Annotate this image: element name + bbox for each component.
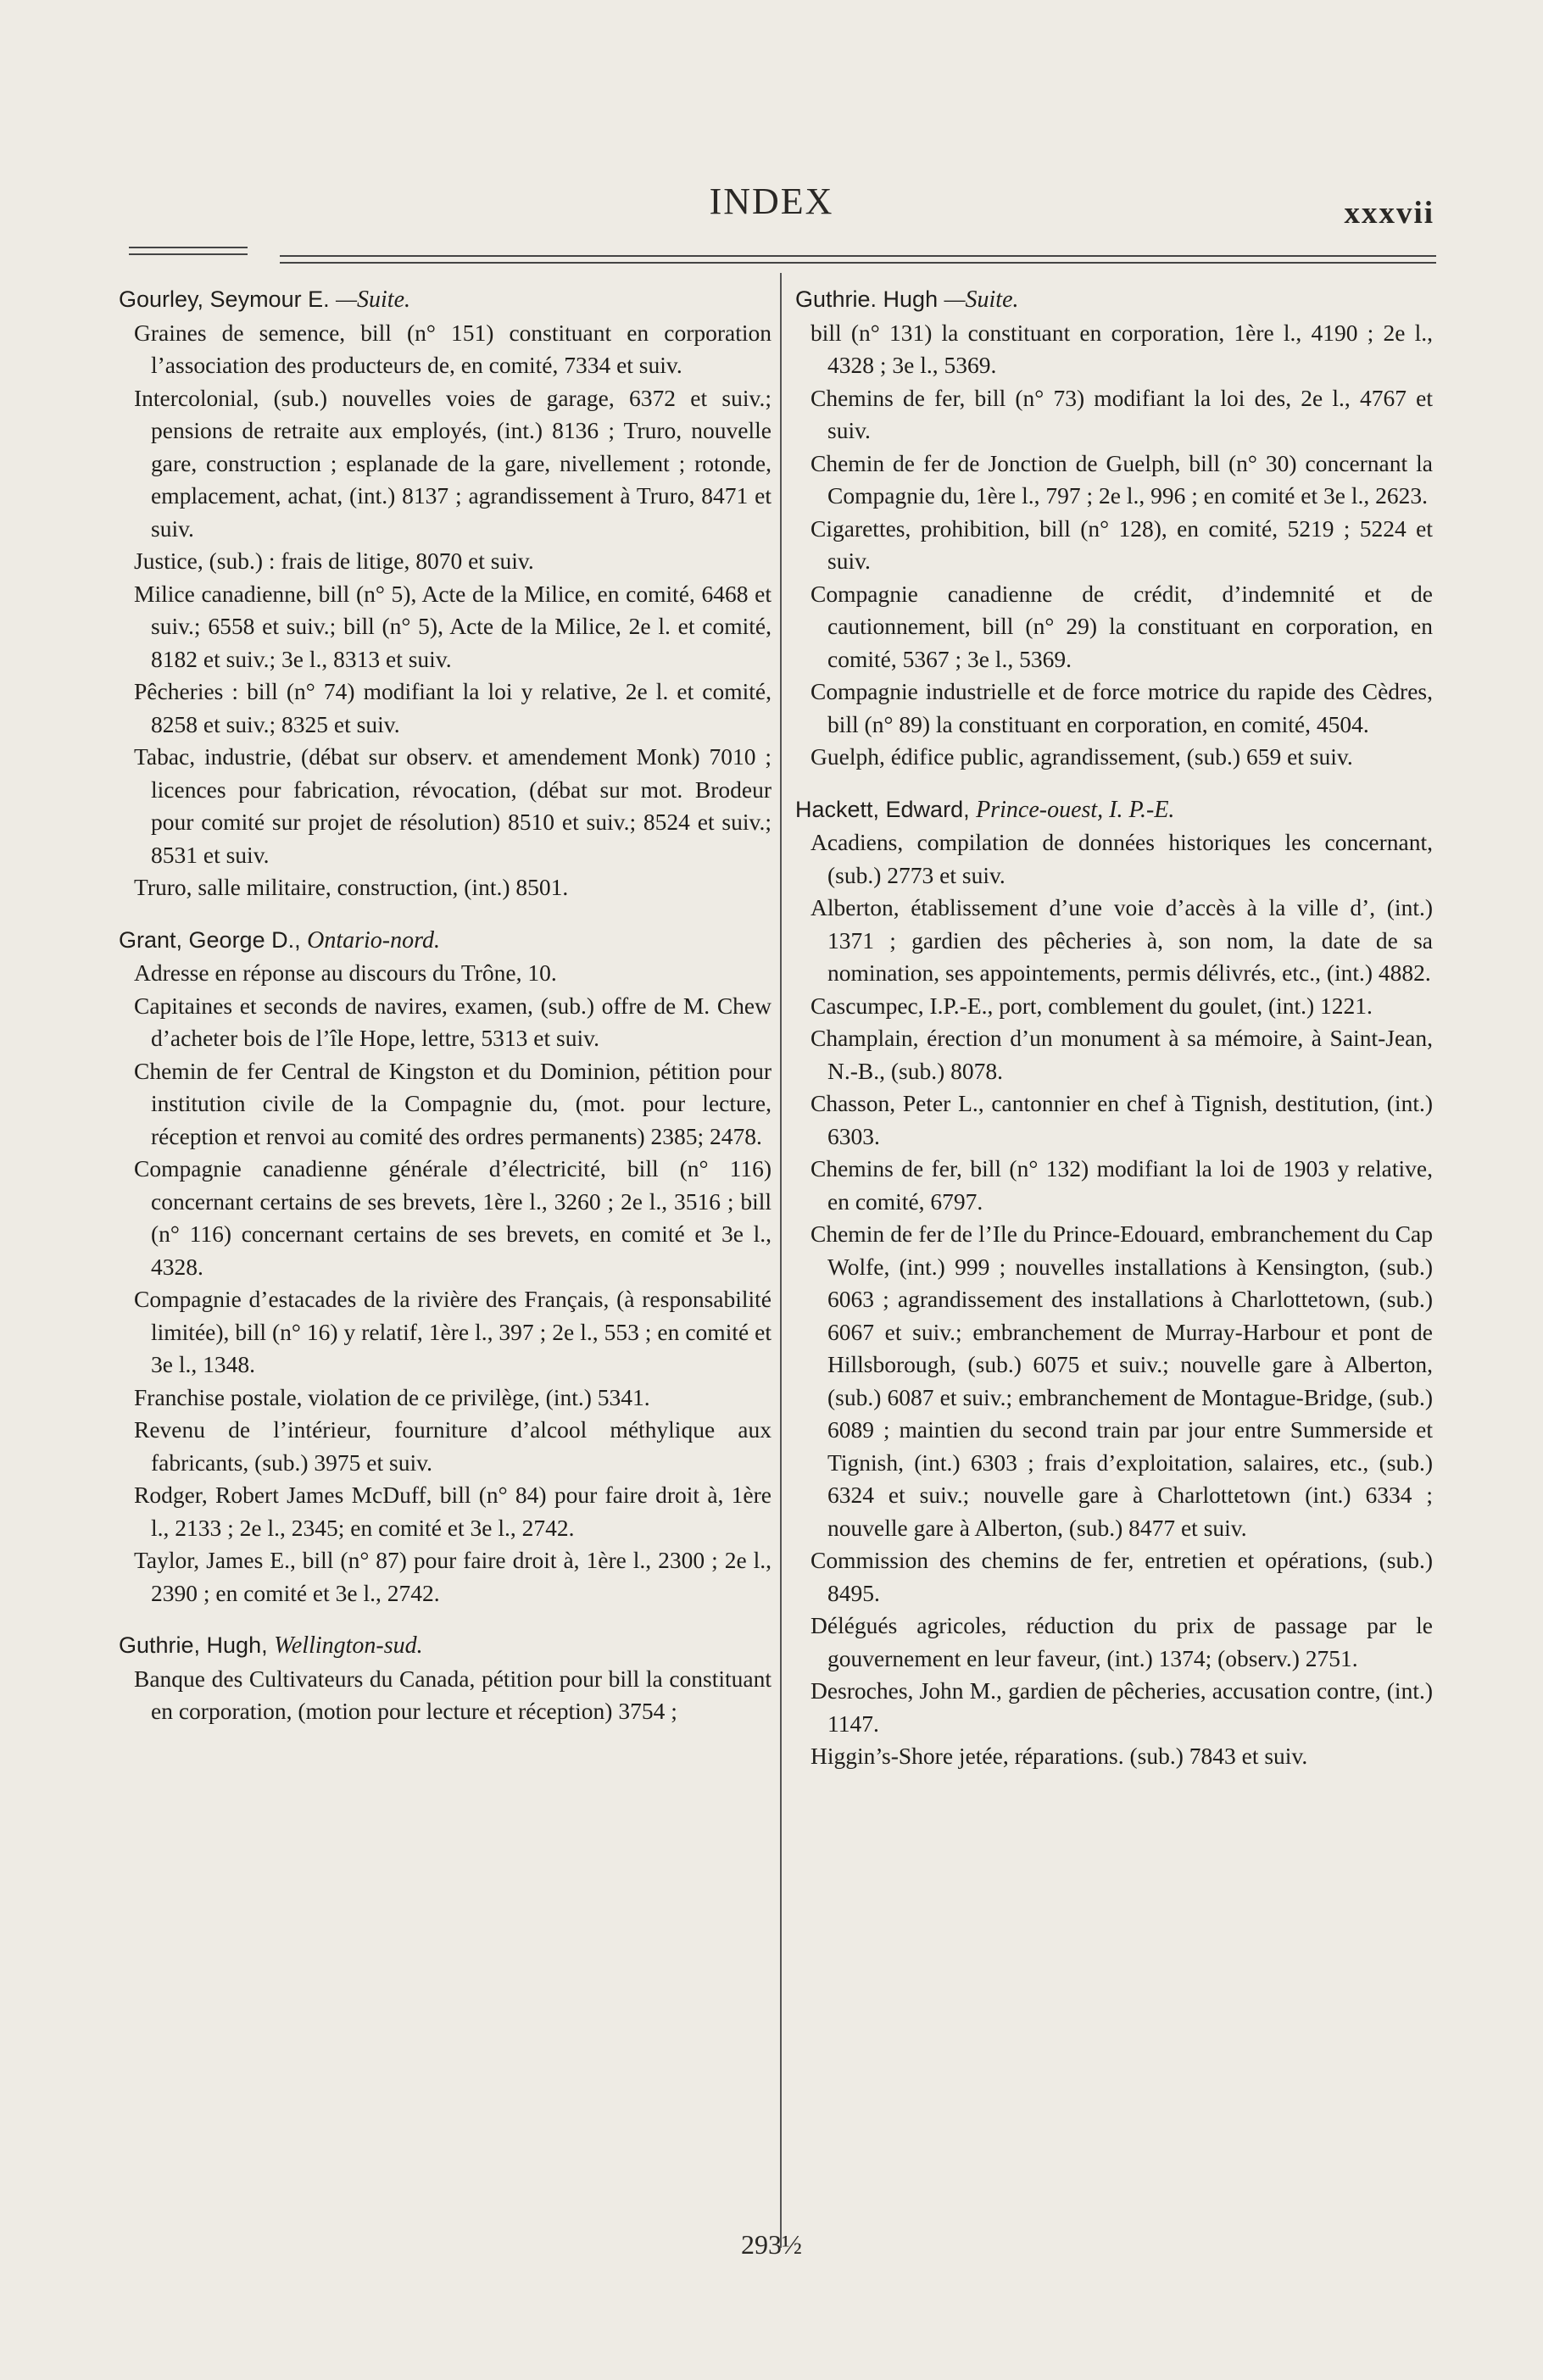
entry-item: Compagnie d’estacades de la rivière des Français, (à responsabilité limitée), bill (n° 16) y relatif, 1ère l., 397 ; 2e l., 553 ; en comité et 3e l., 1348. [134,1286,772,1377]
entry-item: Banque des Cultivateurs du Canada, pétition pour bill la constituant en corporation, (motion pour lecture et réception) 3754 ; [134,1665,772,1724]
index-entry [119,924,772,1610]
entry-name: Gourley, Seymour E. [119,286,330,312]
left-column [119,283,772,1728]
entry-subtitle: —Suite. [336,286,410,313]
entry-item: Compagnie industrielle et de force motrice du rapide des Cèdres, bill (n° 89) la constituant en corporation, en comité, 4504. [810,678,1433,737]
entry-item: Truro, salle militaire, construction, (int.) 8501. [134,874,569,900]
entry-item: Intercolonial, (sub.) nouvelles voies de garage, 6372 et suiv.; pensions de retraite aux employés, (int.) 8136 ; Truro, nouvelle gare, construction ; esplanade de la gare, nivellement ; rotonde, emplacement, achat, (int.) 8137 ; agrandissement à Truro, 8471 et suiv. [134,384,772,542]
entry-name: Hackett, Edward, [795,796,970,822]
entry-item: Compagnie canadienne générale d’électricité, bill (n° 116) concernant certains de ses brevets, 1ère l., 3260 ; 2e l., 3516 ; bill (n° 116) concernant certains de ses brevets, en comité et 3e l., 4328. [134,1155,772,1280]
entry-item: Guelph, édifice public, agrandissement, (sub.) 659 et suiv. [810,743,1353,770]
index-entry [119,283,772,904]
entry-item: Justice, (sub.) : frais de litige, 8070 et suiv. [134,548,534,574]
entry-heading [795,283,1433,317]
entry-heading [795,793,1433,827]
entry-heading [119,283,772,317]
entry-item: bill (n° 131) la constituant en corporation, 1ère l., 4190 ; 2e l., 4328 ; 3e l., 5369. [810,319,1433,378]
entry-heading [119,924,772,958]
header-rule-short [129,247,248,255]
entry-item: Chemins de fer, bill (n° 73) modifiant la loi des, 2e l., 4767 et suiv. [810,384,1433,443]
entry-item: Alberton, établissement d’une voie d’accès à la ville d’, (int.) 1371 ; gardien des pêcheries à, son nom, la date de sa nomination, ses appointements, permis délivrés, etc., (int.) 4882. [810,894,1433,986]
entry-item: Rodger, Robert James McDuff, bill (n° 84) pour faire droit à, 1ère l., 2133 ; 2e l., 2345; en comité et 3e l., 2742. [134,1482,772,1541]
entry-item: Commission des chemins de fer, entretien et opérations, (sub.) 8495. [810,1547,1433,1606]
entry-item: Compagnie canadienne de crédit, d’indemnité et de cautionnement, bill (n° 29) la constituant en corporation, en comité, 5367 ; 3e l., 5369. [810,580,1433,672]
entry-subtitle: Ontario-nord. [307,926,440,954]
entry-item: Chemin de fer de l’Ile du Prince-Edouard, embranchement du Cap Wolfe, (int.) 999 ; nouvelles installations à Kensington, (sub.) 6063 ; agrandissement des installations à Charlottetown, (sub.) 6067 et suiv.; embranchement de Murray-Harbour et pont de Hillsborough, (sub.) 6075 et suiv.; nouvelle gare à Alberton, (sub.) 6087 et suiv.; embranchement de Montague-Bridge, (sub.) 6089 ; maintien du second train par jour entre Summerside et Tignish, (int.) 6303 ; frais d’exploitation, salaires, etc., (sub.) 6324 et suiv.; nouvelle gare à Charlottetown (int.) 6334 ; nouvelle gare à Alberton, (sub.) 8477 et suiv. [810,1221,1433,1541]
page-number-roman: xxxvii [1344,196,1434,231]
entry-item: Chemins de fer, bill (n° 132) modifiant la loi de 1903 y relative, en comité, 6797. [810,1155,1433,1215]
entry-item: Pêcheries : bill (n° 74) modifiant la loi y relative, 2e l. et comité, 8258 et suiv.; 8325 et suiv. [134,678,772,737]
entry-item: Graines de semence, bill (n° 151) constituant en corporation l’association des producteurs de, en comité, 7334 et suiv. [134,319,772,378]
entry-item: Desroches, John M., gardien de pêcheries, accusation contre, (int.) 1147. [810,1677,1433,1737]
entry-subtitle: Wellington-sud. [274,1632,423,1659]
entry-item: Chemin de fer Central de Kingston et du Dominion, pétition pour institution civile de la Compagnie du, (mot. pour lecture, réception et renvoi au comité des ordres permanents) 2385; 2478. [134,1057,772,1149]
entry-item: Capitaines et seconds de navires, examen, (sub.) offre de M. Chew d’acheter bois de l’île Hope, lettre, 5313 et suiv. [134,992,772,1051]
entry-item: Cigarettes, prohibition, bill (n° 128), en comité, 5219 ; 5224 et suiv. [810,514,1433,574]
entry-item: Acadiens, compilation de données historiques les concernant, (sub.) 2773 et suiv. [810,829,1433,888]
entry-item: Délégués agricoles, réduction du prix de passage par le gouvernement en leur faveur, (int.) 1374; (observ.) 2751. [810,1612,1433,1671]
entry-item: Chemin de fer de Jonction de Guelph, bill (n° 30) concernant la Compagnie du, 1ère l., 797 ; 2e l., 996 ; en comité et 3e l., 2623. [810,449,1433,509]
entry-item: Adresse en réponse au discours du Trône, 10. [134,959,557,986]
entry-heading [119,1629,772,1663]
entry-item: Tabac, industrie, (débat sur observ. et amendement Monk) 7010 ; licences pour fabrication, révocation, (débat sur mot. Brodeur pour comité sur projet de résolution) 8510 et suiv.; 8524 et suiv.; 8531 et suiv. [134,743,772,868]
entry-subtitle: Prince-ouest, I. P.-E. [976,796,1175,823]
page-title: INDEX [709,181,834,222]
entry-name: Guthrie. Hugh [795,286,939,312]
column-divider [780,273,782,2248]
index-entry [119,1629,772,1728]
index-entry [795,793,1433,1773]
header-rule-long [280,255,1436,264]
entry-name: Grant, George D., [119,926,301,953]
entry-item: Chasson, Peter L., cantonnier en chef à Tignish, destitution, (int.) 6303. [810,1090,1433,1149]
entry-item: Revenu de l’intérieur, fourniture d’alcool méthylique aux fabricants, (sub.) 3975 et suiv. [134,1416,772,1476]
index-entry [795,283,1433,774]
entry-item: Higgin’s-Shore jetée, réparations. (sub.) 7843 et suiv. [810,1743,1308,1769]
entry-name: Guthrie, Hugh, [119,1632,268,1658]
entry-item: Champlain, érection d’un monument à sa mémoire, à Saint-Jean, N.-B., (sub.) 8078. [810,1025,1433,1084]
entry-item: Milice canadienne, bill (n° 5), Acte de la Milice, en comité, 6468 et suiv.; 6558 et suiv.; bill (n° 5), Acte de la Milice, 2e l. et comité, 8182 et suiv.; 3e l., 8313 et suiv. [134,580,772,672]
entry-item: Franchise postale, violation de ce privilège, (int.) 5341. [134,1383,650,1410]
right-column [795,283,1433,1773]
entry-subtitle: —Suite. [944,286,1019,313]
entry-item: Taylor, James E., bill (n° 87) pour faire droit à, 1ère l., 2300 ; 2e l., 2390 ; en comité et 3e l., 2742. [134,1547,772,1606]
footer-page-number: 293½ [741,2229,802,2260]
entry-item: Cascumpec, I.P.-E., port, comblement du goulet, (int.) 1221. [810,992,1373,1019]
